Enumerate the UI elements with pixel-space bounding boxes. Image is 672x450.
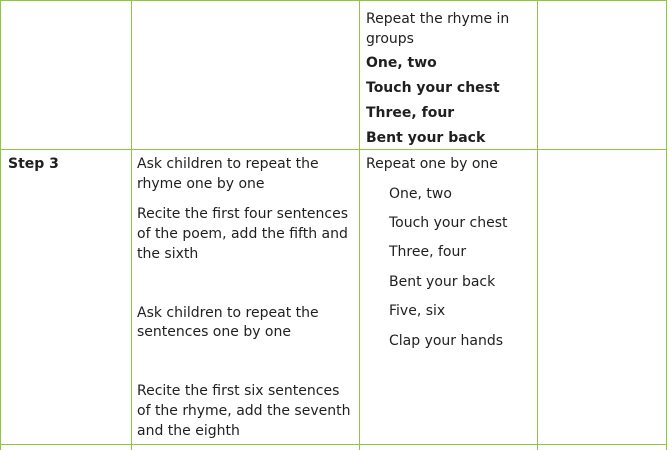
children-intro: Repeat one by one <box>366 156 498 172</box>
rhyme-line: One, two <box>389 186 452 202</box>
teacher-text-line: of the poem, add the fifth and <box>137 226 348 242</box>
teacher-text-line: Ask children to repeat the <box>137 156 319 172</box>
rhyme-line: Touch your chest <box>366 80 500 96</box>
table-left-border <box>0 0 1 450</box>
top-intro-line2: groups <box>366 31 414 47</box>
rhyme-line: Bent your back <box>389 274 496 290</box>
col-divider-2 <box>359 0 360 450</box>
col-divider-1 <box>131 0 132 450</box>
teacher-text-line: the sixth <box>137 246 199 262</box>
rhyme-line: Bent your back <box>366 130 486 146</box>
teacher-text-line: and the eighth <box>137 423 240 439</box>
rhyme-line: Three, four <box>389 244 467 260</box>
top-intro-line1: Repeat the rhyme in <box>366 11 510 27</box>
rhyme-line: One, two <box>366 55 437 71</box>
col-divider-3 <box>537 0 538 450</box>
rhyme-line: Touch your chest <box>389 215 508 231</box>
teacher-text-line: Recite the first six sentences <box>137 383 340 399</box>
row-divider-bottom <box>0 444 667 445</box>
teacher-text-line: Ask children to repeat the <box>137 305 319 321</box>
rhyme-line: Five, six <box>389 303 446 319</box>
table-right-border <box>666 0 667 450</box>
step-label: Step 3 <box>8 156 59 172</box>
teacher-text-line: of the rhyme, add the seventh <box>137 403 351 419</box>
teacher-text-line: rhyme one by one <box>137 176 265 192</box>
teacher-text-line: sentences one by one <box>137 324 291 340</box>
table-top-border <box>0 0 667 1</box>
rhyme-line: Three, four <box>366 105 455 121</box>
teacher-text-line: Recite the first four sentences <box>137 206 349 222</box>
rhyme-line: Clap your hands <box>389 333 504 349</box>
row-divider-step3 <box>0 149 667 150</box>
